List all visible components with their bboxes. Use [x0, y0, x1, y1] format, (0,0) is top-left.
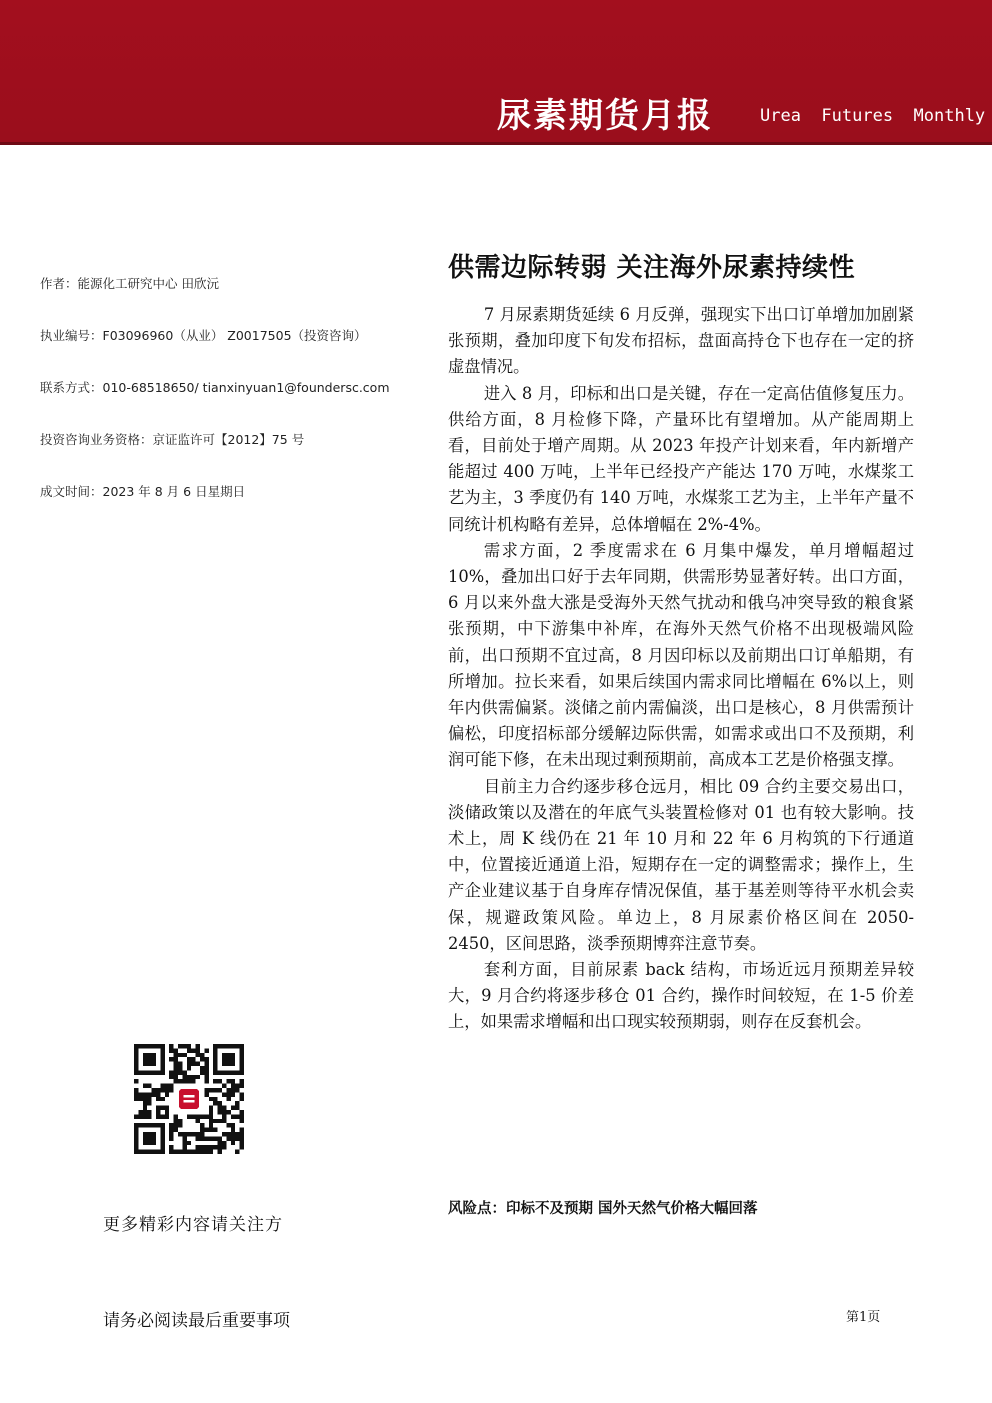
paragraph: 进入 8 月，印标和出口是关键，存在一定高估值修复压力。供给方面，8 月检修下降，产量环比有望增加。从产能周期上看，目前处于增产周期。从 2023 年投产计划来看，年内新增产能超过 400 万吨，上半年已经投产产能达 170 万吨，水煤浆工艺为主，3 季度仍有 140 万吨，水煤浆工艺为主，上半年产量不同统计机构略有差异，总体增幅在 2%-4%。: [448, 383, 914, 534]
article-headline: 供需边际转弱 关注海外尿素持续性: [448, 253, 856, 283]
report-title-cn: 尿素期货月报: [497, 96, 713, 136]
footer-notice: 请务必阅读最后重要事项: [103, 1311, 290, 1331]
license-number-line: 执业编号：F03096960（从业） Z0017505（投资咨询）: [40, 328, 367, 343]
paragraph: 需求方面，2 季度需求在 6 月集中爆发，单月增幅超过 10%，叠加出口好于去年同期，供需形势显著好转。出口方面，6 月以来外盘大涨是受海外天然气扰动和俄乌冲突导致的粮食紧张预期，中下游集中补库，在海外天然气价格不出现极端风险前，出口预期不宜过高，8 月因印标以及前期出口订单船期，有所增加。拉长来看，如果后续国内需求同比增幅在 6%以上，则年内供需偏紧。淡储之前内需偏淡，出口是核心，8 月供需预计偏松，印度招标部分缓解边际供需，如需求或出口不及预期，利润可能下修，在未出现过剩预期前，高成本工艺是价格强支撑。: [448, 540, 914, 770]
header-divider: [0, 142, 992, 145]
paragraph: 套利方面，目前尿素 back 结构，市场近远月预期差异较大，9 月合约将逐步移仓 01 合约，操作时间较短，在 1-5 价差上，如果需求增幅和出口现实较预期弱，则存在反套机会。: [448, 960, 914, 1032]
page-number: 第1页: [846, 1310, 881, 1325]
paragraph: 7 月尿素期货延续 6 月反弹，强现实下出口订单增加加剧紧张预期，叠加印度下旬发布招标，盘面高持仓下也存在一定的挤虚盘情况。: [448, 305, 914, 377]
report-title-en: Urea Futures Monthly: [760, 106, 986, 126]
author-line: 作者：能源化工研究中心 田欣沅: [40, 276, 219, 291]
risk-note: 风险点：印标不及预期 国外天然气价格大幅回落: [448, 1201, 758, 1217]
paragraph: 目前主力合约逐步移仓远月，相比 09 合约主要交易出口，淡储政策以及潜在的年底气头装置检修对 01 也有较大影响。技术上，周 K 线仍在 21 年 10 月和 22 年 6 月构筑的下行通道中，位置接近通道上沿，短期存在一定的调整需求；操作上，生产企业建议基于自身库存情况保值，基于基差则等待平水机会卖保，规避政策风险。单边上，8 月尿素价格区间在 2050-2450，区间思路，淡季预期博弈注意节奏。: [448, 776, 914, 953]
contact-line: 联系方式：010-68518650/ tianxinyuan1@foundersc.com: [40, 380, 390, 395]
qr-code-icon: [134, 1044, 244, 1154]
date-line: 成文时间：2023 年 8 月 6 日星期日: [40, 484, 246, 499]
qualification-line: 投资咨询业务资格：京证监许可【2012】75 号: [40, 432, 305, 447]
follow-prompt: 更多精彩内容请关注方: [103, 1215, 283, 1235]
article-body: [448, 302, 914, 1036]
